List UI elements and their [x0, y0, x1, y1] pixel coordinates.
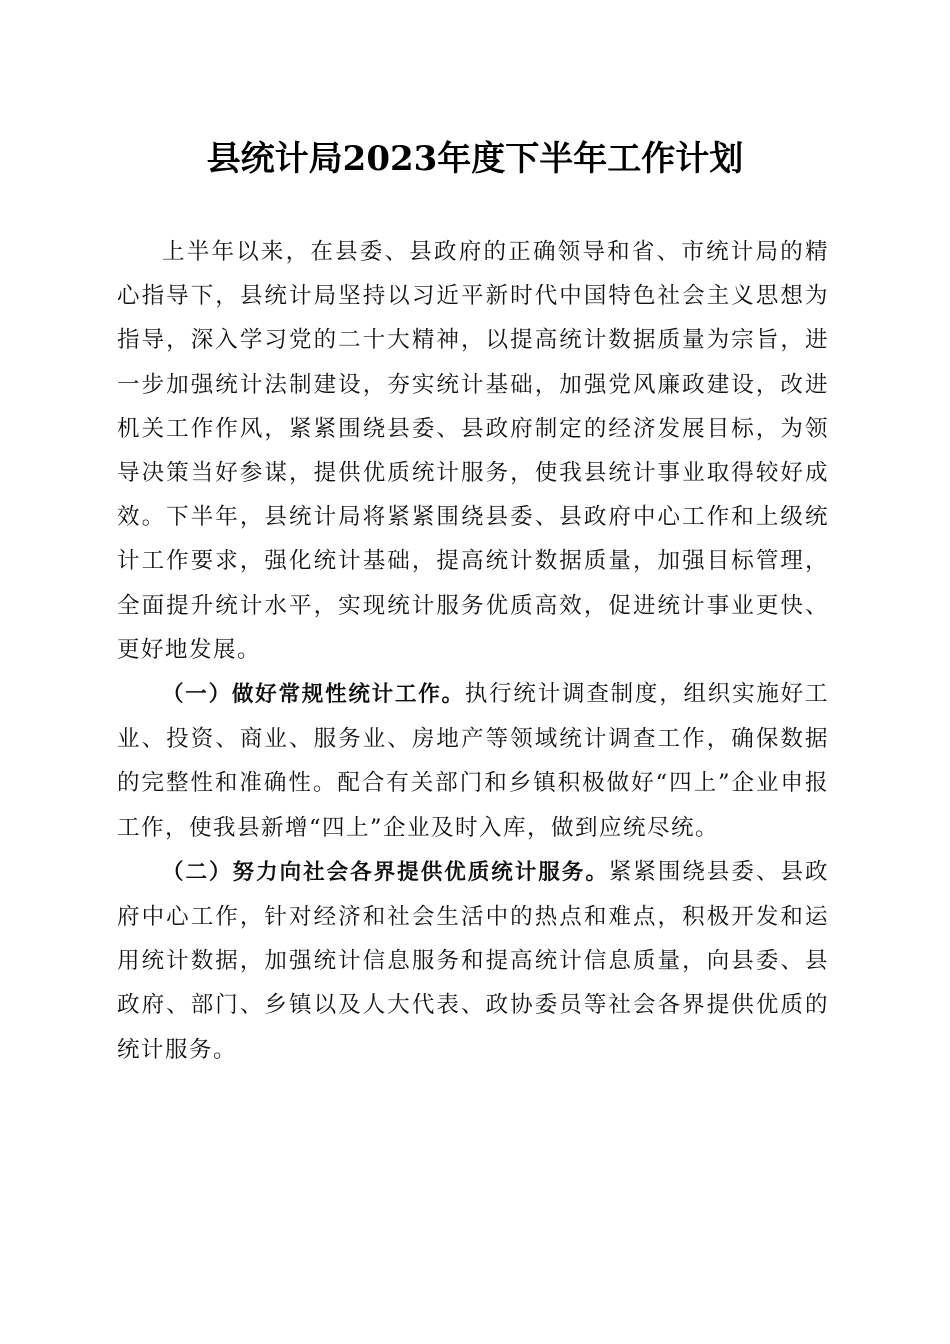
section-1-text: 执行统计调查制度，组织实施好工业、投资、商业、服务业、房地产等领域统计调查工作，确保数据的完整性和准确性。配合有关部门和乡镇积极做好“四上”企业申报工作，使我县新增“四上”企业及时入库，做到应统尽统。 [117, 681, 829, 841]
paragraph-intro-text: 上半年以来，在县委、县政府的正确领导和省、市统计局的精心指导下，县统计局坚持以习近平新时代中国特色社会主义思想为指导，深入学习党的二十大精神，以提高统计数据质量为宗旨，进一步加强统计法制建设，夯实统计基础，加强党风廉政建设，改进机关工作作风，紧紧围绕县委、县政府制定的经济发展目标，为领导决策当好参谋，提供优质统计服务，使我县统计事业取得较好成效。下半年，县统计局将紧紧围绕县委、县政府中心工作和上级统计工作要求，强化统计基础，提高统计数据质量，加强目标管理，全面提升统计水平，实现统计服务优质高效，促进统计事业更快、更好地发展。 [117, 239, 829, 663]
section-2-text: 紧紧围绕县委、县政府中心工作，针对经济和社会生活中的热点和难点，积极开发和运用统计数据，加强统计信息服务和提高统计信息质量，向县委、县政府、部门、乡镇以及人大代表、政协委员等社会各界提供优质的统计服务。 [117, 858, 829, 1063]
paragraph-section-1 [117, 672, 829, 850]
document-title: 县统计局2023年度下半年工作计划 [206, 139, 744, 179]
document-body [117, 230, 829, 1072]
section-1-heading: （一）做好常规性统计工作。 [162, 682, 465, 708]
paragraph-intro [117, 230, 829, 672]
paragraph-section-2 [117, 850, 829, 1072]
section-2-heading: （二）努力向社会各界提供优质统计服务。 [162, 859, 609, 885]
